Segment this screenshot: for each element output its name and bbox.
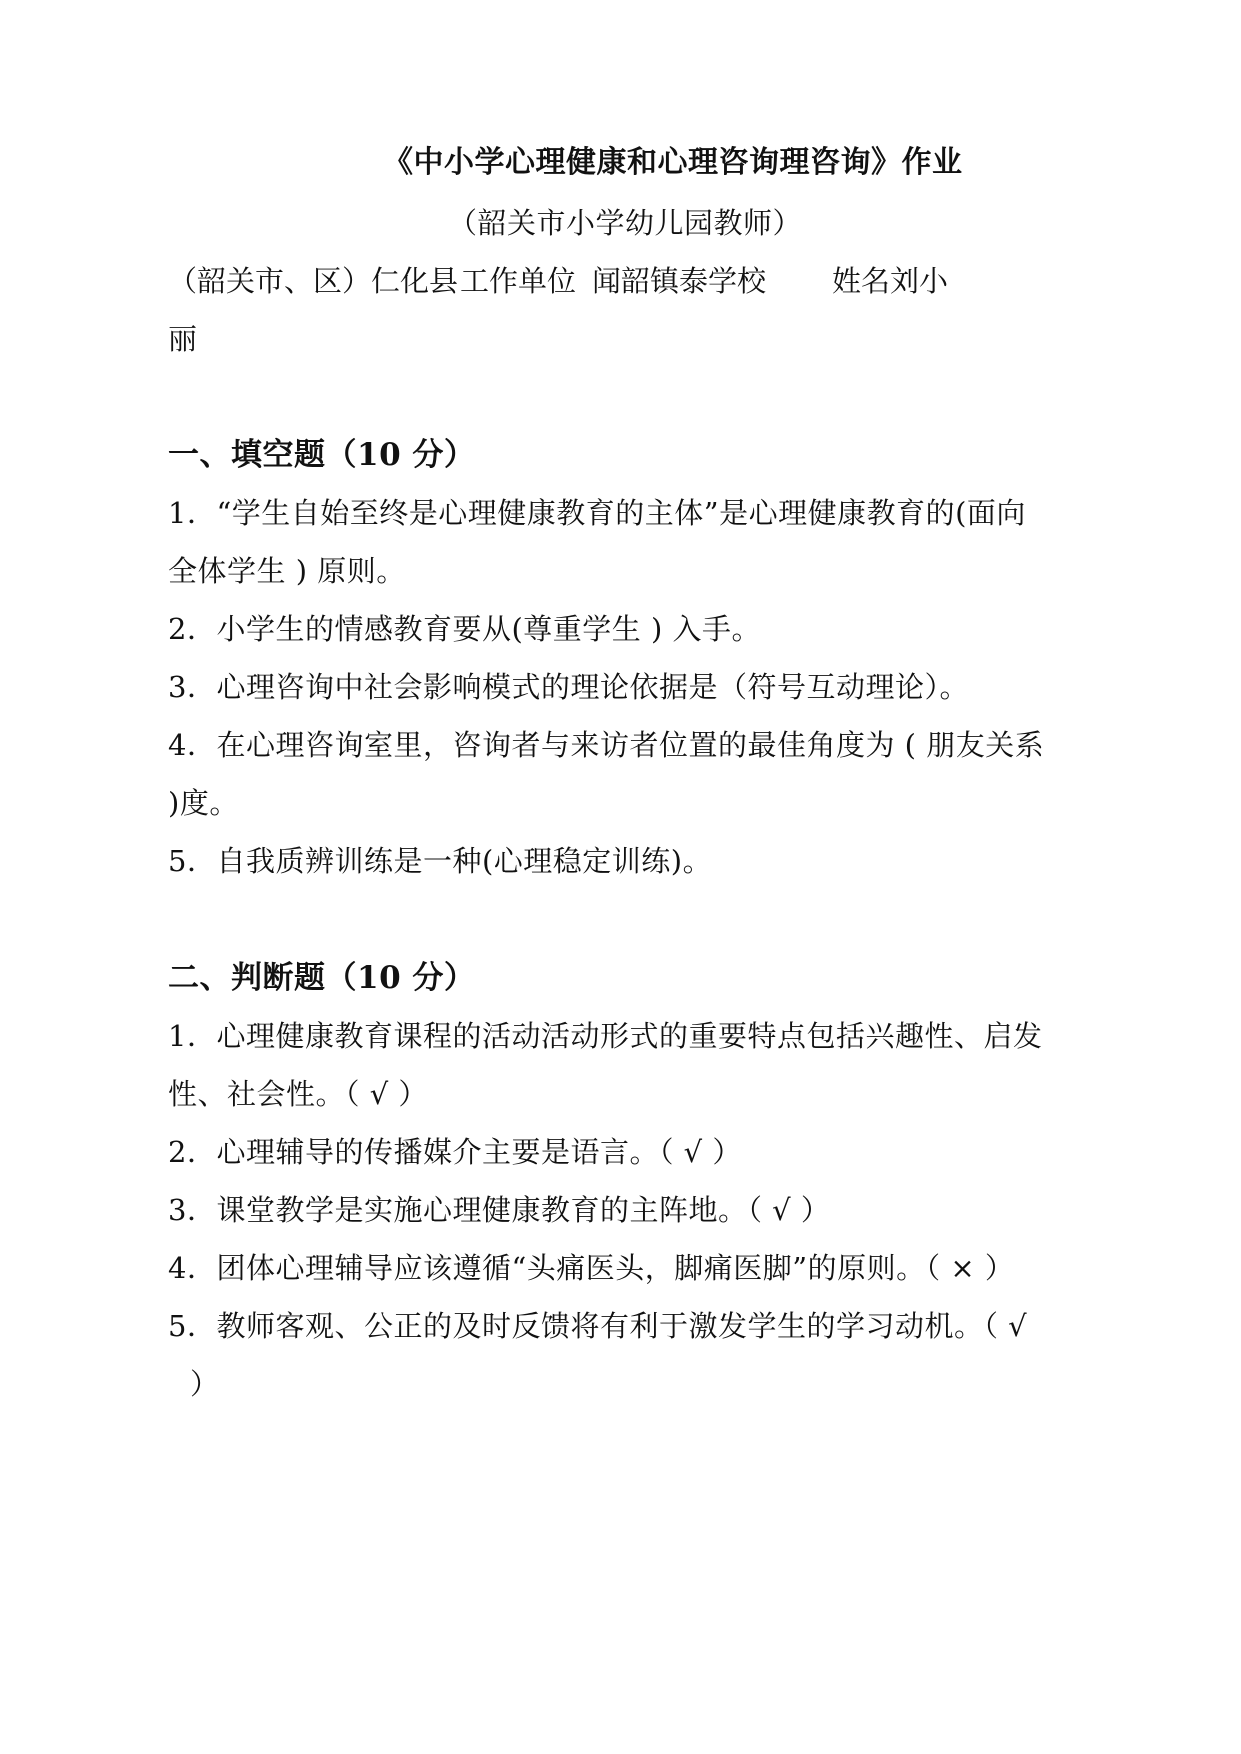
true-false-q5-line2: ） (190, 1367, 220, 1401)
fill-blank-q4-line1: 4．在心理咨询室里，咨询者与来访者位置的最佳角度为 ( 朋友关系 (168, 728, 1045, 762)
section-heading-fill-blank: 一、填空题（10 分） (168, 437, 476, 473)
true-false-q1-line2: 性、社会性。（ √ ） (168, 1077, 428, 1111)
true-false-q2: 2．心理辅导的传播媒介主要是语言。（ √ ） (168, 1135, 742, 1169)
true-false-q5-line1: 5．教师客观、公正的及时反馈将有利于激发学生的学习动机。（ √ (168, 1309, 1028, 1343)
name-label: 姓名 (832, 264, 891, 298)
true-false-q3: 3．课堂教学是实施心理健康教育的主阵地。（ √ ） (168, 1193, 831, 1227)
document-subtitle: （韶关市小学幼儿园教师） (448, 206, 803, 240)
true-false-q4: 4．团体心理辅导应该遵循“头痛医头，脚痛医脚”的原则。（ × ） (168, 1251, 1015, 1285)
document-title: 《中小学心理健康和心理咨询理咨询》作业 (383, 145, 963, 180)
region-field: （韶关市、区）仁化县 (168, 264, 459, 298)
work-unit-value: 闻韶镇泰学校 (592, 264, 767, 298)
work-unit-label: 工作单位 (460, 264, 577, 298)
fill-blank-q5: 5．自我质辨训练是一种(心理稳定训练)。 (168, 844, 713, 878)
fill-blank-q1-line2: 全体学生 ) 原则。 (168, 554, 406, 588)
section-heading-true-false: 二、判断题（10 分） (168, 960, 476, 996)
fill-blank-q4-line2: )度。 (168, 786, 239, 820)
fill-blank-q1-line1: 1．“学生自始至终是心理健康教育的主体”是心理健康教育的(面向 (168, 496, 1026, 530)
true-false-q1-line1: 1．心理健康教育课程的活动活动形式的重要特点包括兴趣性、启发 (168, 1019, 1043, 1053)
name-value-continued: 丽 (168, 322, 198, 356)
fill-blank-q2: 2．小学生的情感教育要从(尊重学生 ) 入手。 (168, 612, 762, 646)
name-value: 刘小 (890, 264, 949, 298)
fill-blank-q3: 3．心理咨询中社会影响模式的理论依据是（符号互动理论）。 (168, 670, 969, 704)
